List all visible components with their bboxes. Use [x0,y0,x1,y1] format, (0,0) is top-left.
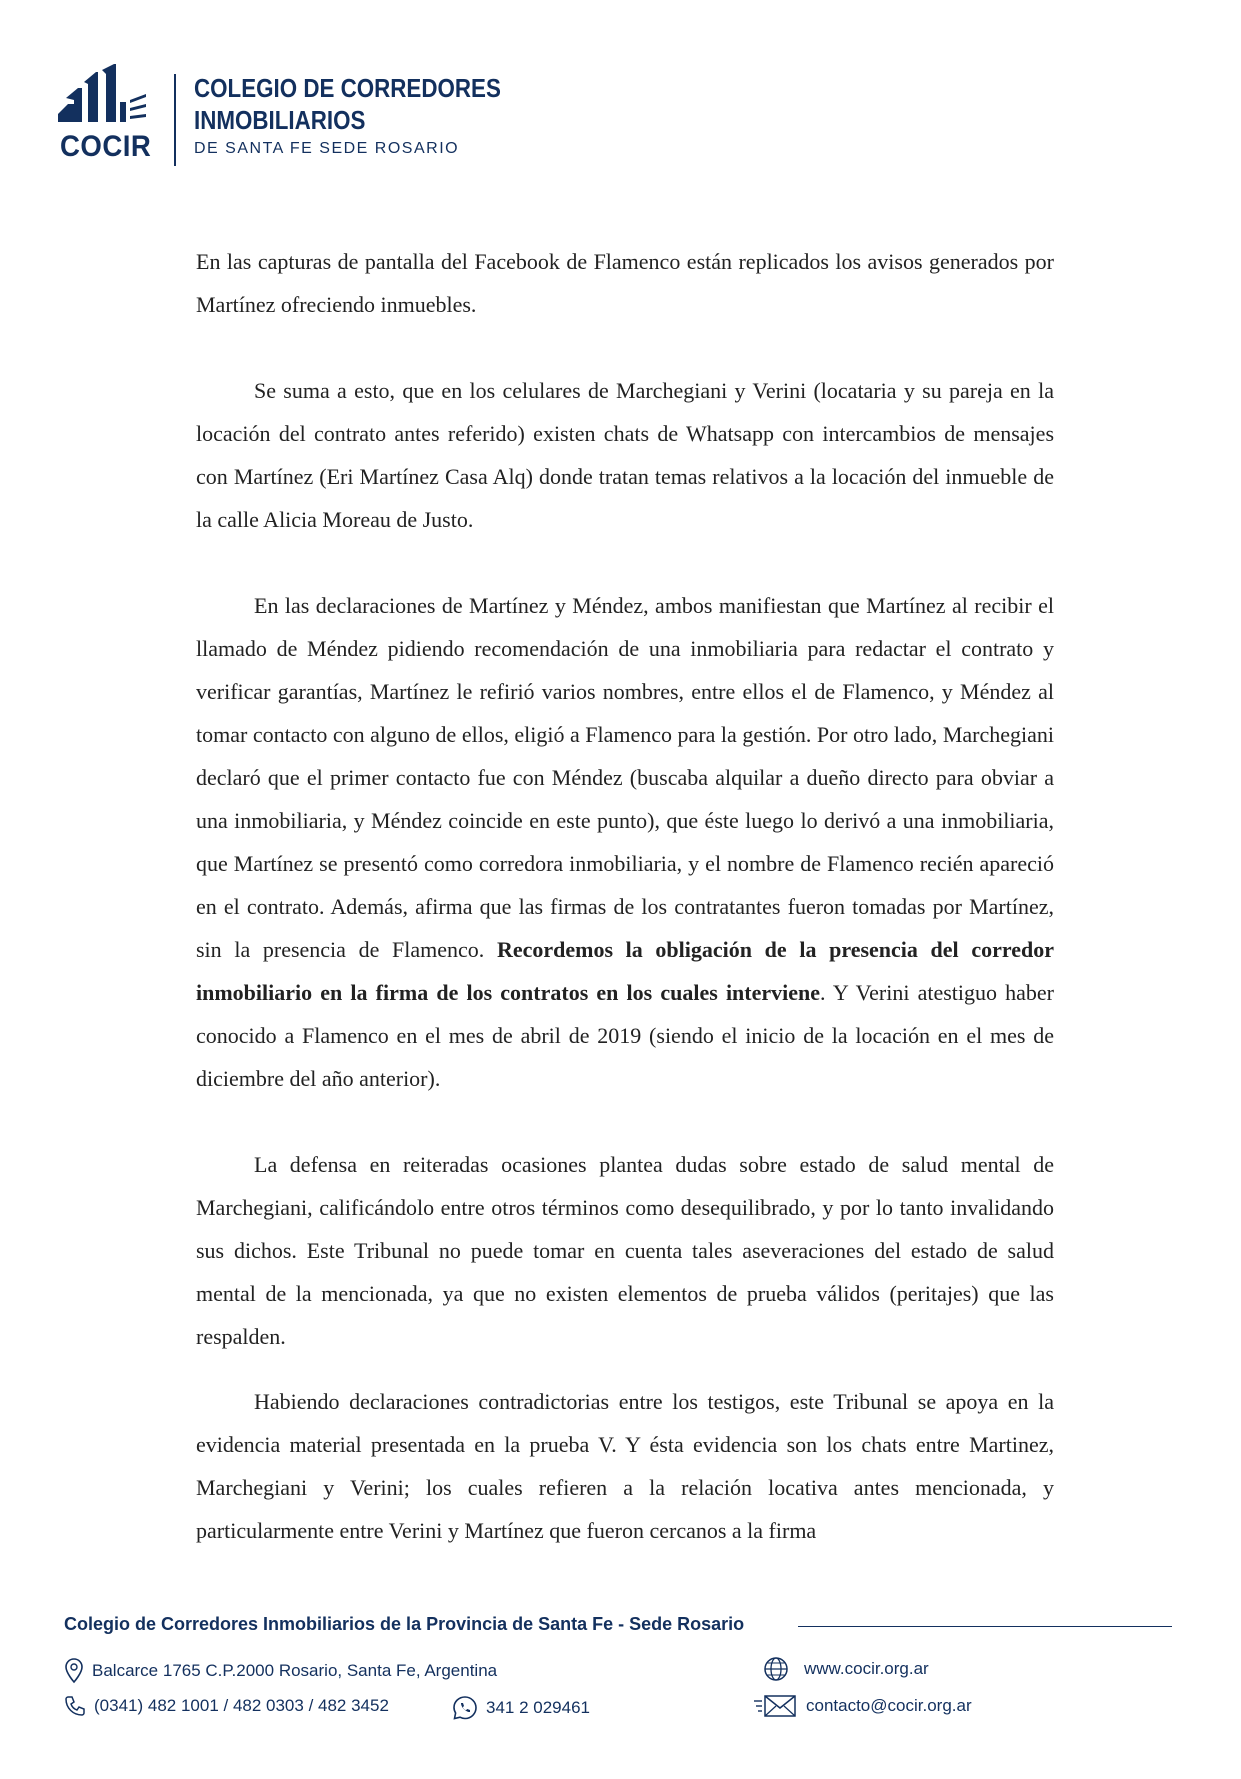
logo-skyline-icon [54,64,154,128]
address-text: Balcarce 1765 C.P.2000 Rosario, Santa Fe, Argentina [92,1661,498,1680]
paragraph-3-text-a: En las declaraciones de Martínez y Méndez, ambos manifiestan que Martínez al recibir el llamado de Méndez pidiendo recomendación de una inmobiliaria para redactar el contrato y verificar garantías, Martínez le refirió varios nombres, entre ellos el de Flamenco, y Méndez al tomar contacto con alguno de ellos, eligió a Flamenco para la gestión. Por otro lado, Marchegiani declaró que el primer contacto fue con Méndez (buscaba alquilar a dueño directo para obviar a una inmobiliaria, y Méndez coincide en este punto), que éste luego lo derivó a una inmobiliaria, que Martínez se presentó como corredora inmobiliaria, y el nombre de Flamenco recién apareció en el contrato. Además, afirma que las firmas de los contratantes fueron tomadas por Martínez, sin la presencia de Flamenco. [196,593,1054,962]
footer-rule [798,1626,1172,1627]
phones-text: (0341) 482 1001 / 482 0303 / 482 3452 [94,1696,389,1715]
paragraph-3-text-b: . Y Verini atestiguo haber conocido a Flamenco en el mes de abril de 2019 (siendo el inicio de la locación en el mes de diciembre del año anterior). [196,980,1055,1091]
whatsapp-text: 341 2 029461 [486,1698,590,1717]
footer-address [64,1658,497,1684]
footer-email [752,1692,972,1720]
org-name-line3: DE SANTA FE SEDE ROSARIO [194,140,460,157]
footer-web [762,1655,929,1683]
email-icon [752,1692,798,1720]
location-pin-icon [64,1658,84,1684]
paragraph-1: En las capturas de pantalla del Facebook de Flamenco están replicados los avisos generados por Martínez ofreciendo inmuebles. [196,249,1054,317]
email-link[interactable]: contacto@cocir.org.ar [806,1696,972,1715]
footer-whatsapp [452,1695,590,1721]
org-name-line2: INMOBILIARIOS [194,105,366,135]
footer-title: Colegio de Corredores Inmobiliarios de la Provincia de Santa Fe - Sede Rosario [64,1614,745,1634]
org-name-line1: COLEGIO DE CORREDORES [194,73,501,103]
paragraph-3 [196,584,1054,1100]
whatsapp-icon [452,1695,478,1721]
document-body [196,240,1054,1595]
logo-text: COCIR [60,130,152,163]
web-link[interactable]: www.cocir.org.ar [804,1659,929,1678]
paragraph-2: Se suma a esto, que en los celulares de Marchegiani y Verini (locataria y su pareja en la locación del contrato antes referido) existen chats de Whatsapp con intercambios de mensajes con Martínez (Eri Martínez Casa Alq) donde tratan temas relativos a la locación del inmueble de la calle Alicia Moreau de Justo. [196,378,1054,532]
cocir-logo [50,64,160,164]
globe-icon [762,1655,790,1683]
paragraph-3-bold: Recordemos la obligación de la presencia del corredor inmobiliario en la firma de los contratos en los cuales interviene [196,937,1054,1005]
organization-name [194,72,551,158]
paragraph-5: Habiendo declaraciones contradictorias entre los testigos, este Tribunal se apoya en la evidencia material presentada en la prueba V. Y ésta evidencia son los chats entre Martinez, Marchegiani y Verini; los cuales refieren a la relación locativa antes mencionada, y particularmente entre Verini y Martínez que fueron cercanos a la firma [196,1389,1054,1543]
phone-icon [64,1695,86,1717]
footer-phones [64,1695,389,1717]
header-divider [174,74,176,166]
paragraph-4: La defensa en reiteradas ocasiones plantea dudas sobre estado de salud mental de Marchegiani, calificándolo entre otros términos como desequilibrado, y por lo tanto invalidando sus dichos. Este Tribunal no puede tomar en cuenta tales aseveraciones del estado de salud mental de la mencionada, ya que no existen elementos de prueba válidos (peritajes) que las respalden. [196,1152,1054,1349]
